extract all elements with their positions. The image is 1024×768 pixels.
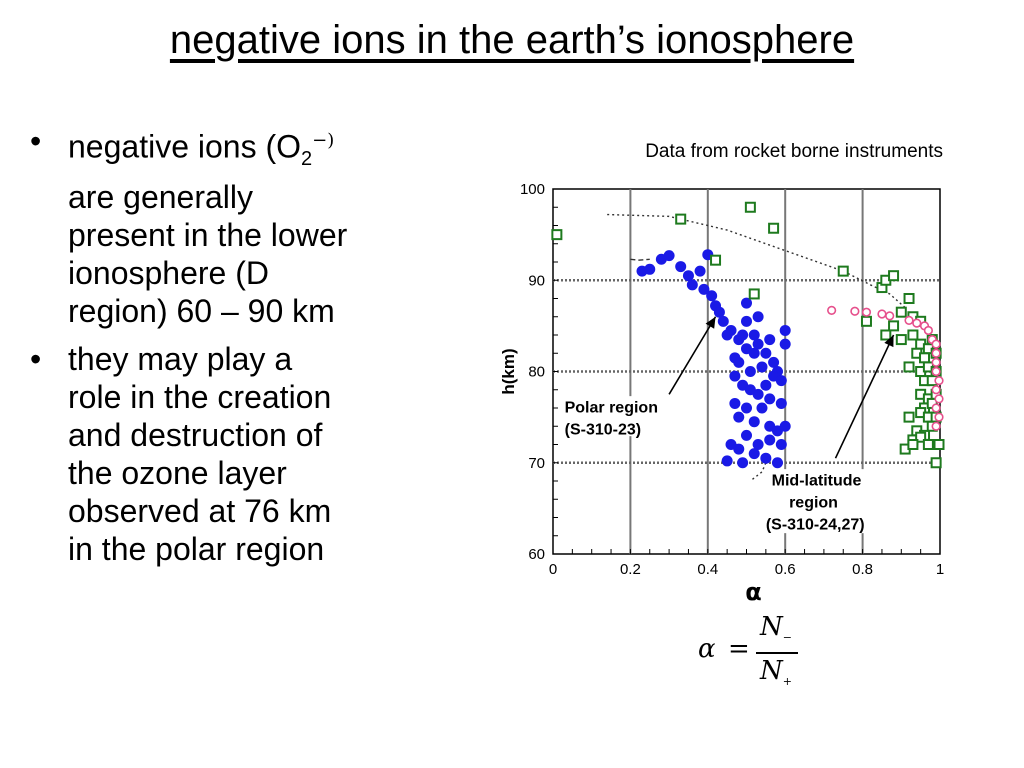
pink-data-point [932,349,940,357]
polar-data-point [749,448,760,459]
polar-annotation-label: (S-310-23) [564,421,642,439]
bullet-line: and destruction of [68,417,323,454]
midlatitude-data-point [908,331,917,340]
pink-data-point [878,310,886,318]
pink-data-point [925,327,933,335]
data-source-note: Data from rocket borne instruments [645,141,943,162]
polar-data-point [729,352,740,363]
polar-data-point [733,412,744,423]
bullet-line: ionosphere (D [68,255,269,292]
bullet-line: role in the creation [68,379,332,416]
polar-data-point [780,339,791,350]
x-tick-label: 1 [935,561,945,578]
bullet-item-negative-ions [30,122,480,330]
polar-data-point [760,348,771,359]
y-tick-label: 90 [528,272,545,290]
polar-data-point [687,279,698,290]
polar-data-point [780,421,791,432]
alpha-formula [694,612,814,697]
bullet-line: in the polar region [68,531,325,568]
midlatitude-data-point [905,362,914,371]
pink-data-point [932,368,940,376]
polar-data-point [749,348,760,359]
polar-data-point [729,398,740,409]
midlatitude-data-point [746,203,755,212]
bullet-symbol: • [30,123,42,159]
midlatitude-data-point [920,353,929,362]
polar-data-point [760,453,771,464]
y-tick-label: 60 [528,546,545,563]
pink-data-point [932,422,940,430]
x-tick-label: 0 [548,561,558,578]
midlatitude-data-point [881,331,890,340]
polar-data-point [737,330,748,341]
polar-data-point [753,311,764,322]
polar-data-point [706,290,717,301]
y-tick-label: 70 [528,454,545,472]
polar-data-point [741,403,752,414]
polar-data-point [664,250,675,261]
polar-data-point [756,403,767,414]
fraction-bar [756,652,798,654]
midlatitude-data-point [676,215,685,224]
bullet-list [30,122,480,578]
bullet-item-ozone-role [30,340,480,568]
y-tick-label: 80 [528,363,545,381]
midlatitude-data-point [897,335,906,344]
formula-denominator: $N_+$ [760,656,792,689]
polar-data-point [745,366,756,377]
polar-data-point [675,261,686,272]
polar-data-point [776,375,787,386]
pink-data-point [932,386,940,394]
x-tick-label: 0.2 [619,561,641,578]
midlatitude-data-point [889,321,898,330]
pink-data-point [932,404,940,412]
pink-data-point [913,319,921,327]
polar-data-point [695,266,706,277]
polar-data-point [718,316,729,327]
bullet-line: present in the lower [68,217,348,254]
bullet-symbol: • [30,341,42,378]
polar-data-point [760,380,771,391]
bullet-line: region) 60 – 90 km [68,293,335,330]
midlatitude-data-point [839,267,848,276]
polar-data-point [733,444,744,455]
polar-data-point [729,371,740,382]
pink-data-point [905,317,913,325]
x-tick-label: 0.4 [697,561,719,578]
trend-curve [630,259,649,260]
trend-curve [750,463,765,481]
polar-data-point [722,330,733,341]
polar-data-point [772,457,783,468]
polar-data-point [741,430,752,441]
polar-data-point [780,325,791,336]
midlatitude-data-point [889,271,898,280]
formula-equals: = [728,634,750,664]
bullet-line: negative ions ($O_2^{-)}$ [68,128,335,171]
bullet-line: the ozone layer [68,455,287,492]
polar-data-point [776,398,787,409]
polar-data-point [644,264,655,275]
midlatitude-data-point [908,440,917,449]
x-axis-label: α [745,578,762,602]
pink-data-point [851,307,859,315]
polar-data-point [764,334,775,345]
midlatitude-data-point [924,440,933,449]
bullet-line: they may play a [68,341,293,378]
midlatitude-annotation-label: (S-310-24,27) [765,516,865,534]
pink-data-point [935,377,943,385]
midlatitude-data-point [552,230,561,239]
x-tick-label: 0.6 [774,561,796,578]
y-tick-label: 100 [519,181,545,198]
bullet-line: observed at 76 km [68,493,332,530]
midlatitude-data-point [905,413,914,422]
polar-data-point [764,434,775,445]
midlatitude-data-point [711,256,720,265]
midlatitude-annotation-label: Mid-latitude [771,472,862,490]
midlatitude-data-point [932,458,941,467]
midlatitude-data-point [750,289,759,298]
pink-data-point [935,413,943,421]
polar-data-point [756,361,767,372]
midlatitude-data-point [769,224,778,233]
pink-data-point [935,395,943,403]
pink-data-point [932,359,940,367]
pink-data-point [932,340,940,348]
polar-data-point [753,389,764,400]
polar-data-point [764,393,775,404]
y-axis-label: h(km) [499,348,518,395]
slide-title: negative ions in the earth’s ionosphere [169,18,855,62]
polar-data-point [737,457,748,468]
ionosphere-scatter-chart [490,172,960,602]
pink-data-point [828,307,836,315]
formula-numerator: $N_-$ [760,612,792,645]
formula-alpha: α [698,634,716,664]
midlatitude-annotation-arrow [836,335,894,458]
midlatitude-data-point [862,317,871,326]
polar-data-point [722,455,733,466]
polar-data-point [741,316,752,327]
bullet-line: are generally [68,179,253,216]
pink-data-point [863,308,871,316]
pink-data-point [886,312,894,320]
polar-data-point [749,416,760,427]
polar-annotation-label: Polar region [564,399,658,417]
midlatitude-data-point [935,440,944,449]
midlatitude-data-point [897,308,906,317]
midlatitude-annotation-label: region [789,494,838,512]
polar-data-point [776,439,787,450]
x-tick-label: 0.8 [852,561,874,578]
midlatitude-data-point [905,294,914,303]
